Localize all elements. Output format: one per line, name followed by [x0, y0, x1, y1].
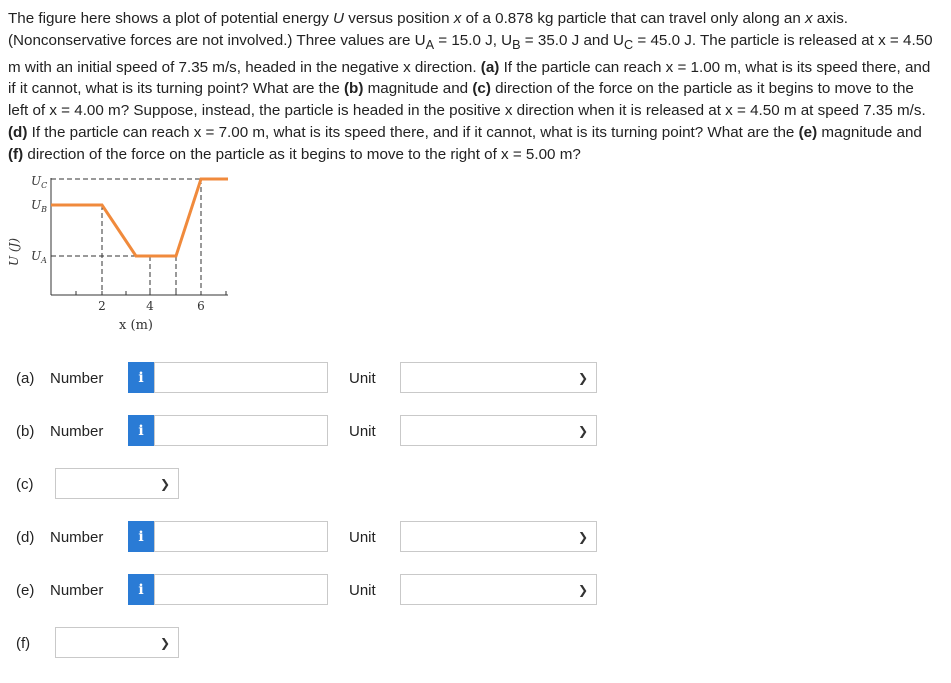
problem-text: direction of the force on the particle as it begins to move to the right of x = 5.00 m?: [23, 145, 581, 163]
level-label-ub: $U_B$: [31, 198, 48, 214]
problem-text: direction of the force on the particle as it begins to move to the left of x = 4.00 m? Suppose, instead, the particle is headed in the positive x direction when it is released at x = 4.50 m at speed 7.35 m/s.: [8, 80, 926, 120]
x-tick-label: 4: [146, 299, 154, 313]
unit-label: Unit: [349, 423, 376, 440]
problem-text: = 45.0 J. The particle is released at x = 4.50 m with an initial speed of 7.35 m/s, headed in the negative x direction.: [8, 31, 933, 76]
number-input-b[interactable]: [154, 415, 328, 446]
potential-energy-plot: [0, 170, 240, 340]
part-label-d: (d): [16, 528, 35, 546]
var-u: U: [333, 10, 345, 27]
unit-select-d[interactable]: [400, 521, 597, 552]
part-label-a: (a): [16, 369, 35, 387]
part-label-b: (b): [16, 422, 35, 440]
problem-text: = 35.0 J and U: [520, 31, 625, 49]
problem-text: of a 0.878 kg particle that can travel only along an: [461, 10, 805, 27]
chevron-down-icon: ❯: [577, 423, 588, 438]
number-label: Number: [50, 369, 104, 387]
unit-label: Unit: [349, 370, 376, 387]
problem-text: magnitude and: [817, 124, 922, 142]
chevron-down-icon: ❯: [159, 635, 170, 650]
unit-label: Unit: [349, 582, 376, 599]
part-tag-c: (c): [472, 80, 491, 98]
chevron-down-icon: ❯: [159, 476, 170, 491]
unit-label: Unit: [349, 529, 376, 546]
answer-row-b: [16, 415, 126, 447]
number-input-e[interactable]: [154, 574, 328, 605]
problem-text: = 15.0 J, U: [434, 31, 513, 49]
part-tag-a: (a): [480, 58, 500, 76]
problem-text: The figure here shows a plot of potential energy: [8, 10, 334, 27]
part-label-c: (c): [16, 475, 34, 493]
part-label-f: (f): [16, 634, 31, 652]
level-label-ua: $U_A$: [31, 249, 47, 265]
problem-text: magnitude and: [363, 80, 473, 98]
part-tag-e: (e): [798, 124, 818, 142]
answer-row-c: [16, 468, 50, 500]
var-x: x: [453, 10, 462, 27]
problem-text: If the particle can reach x = 7.00 m, what is its speed there, and if it cannot, what is its turning point? What are the: [27, 124, 799, 142]
part-tag-f: (f): [8, 145, 24, 163]
number-label: Number: [50, 528, 104, 546]
chevron-down-icon: ❯: [577, 529, 588, 544]
unit-select-e[interactable]: [400, 574, 597, 605]
number-input-d[interactable]: [154, 521, 328, 552]
y-axis-label: U (J): [7, 237, 21, 267]
unit-select-a[interactable]: [400, 362, 597, 393]
var-x: x: [804, 10, 813, 27]
answer-row-d: [16, 521, 126, 553]
chevron-down-icon: ❯: [577, 582, 588, 597]
part-tag-d: (d): [8, 124, 28, 142]
unit-select-b[interactable]: [400, 415, 597, 446]
info-icon[interactable]: i: [128, 521, 154, 552]
level-label-uc: $U_C$: [31, 174, 48, 190]
direction-select-f[interactable]: [55, 627, 179, 658]
answer-row-e: [16, 574, 126, 606]
subscript-a: A: [425, 37, 435, 52]
part-tag-b: (b): [344, 80, 364, 98]
subscript-b: B: [512, 37, 521, 52]
answer-row-a: [16, 362, 126, 394]
info-icon[interactable]: i: [128, 362, 154, 393]
number-input-a[interactable]: [154, 362, 328, 393]
info-icon[interactable]: i: [128, 574, 154, 605]
x-tick-label: 2: [98, 299, 106, 313]
problem-text: axis. (Nonconservative forces are not involved.) Three values are U: [8, 10, 849, 49]
number-label: Number: [50, 422, 104, 440]
chevron-down-icon: ❯: [577, 370, 588, 385]
problem-text: If the particle can reach x = 1.00 m, what is its speed there, and if it cannot, what is its turning point? What are the: [8, 58, 931, 98]
x-tick-label: 6: [197, 299, 205, 313]
answer-row-f: [16, 627, 50, 659]
number-label: Number: [50, 581, 104, 599]
problem-statement: [8, 8, 938, 166]
direction-select-c[interactable]: [55, 468, 179, 499]
x-axis-label: x (m): [119, 318, 153, 333]
problem-text: versus position: [344, 10, 454, 27]
subscript-c: C: [624, 37, 634, 52]
info-icon[interactable]: i: [128, 415, 154, 446]
part-label-e: (e): [16, 581, 35, 599]
